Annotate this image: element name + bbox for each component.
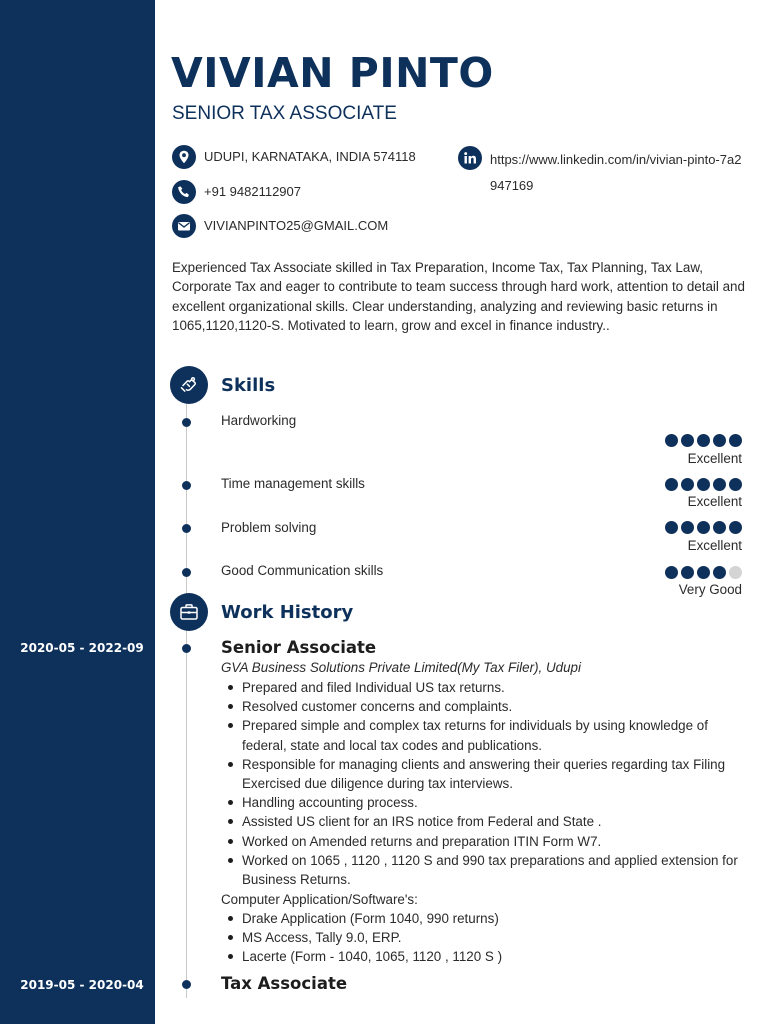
timeline-dot (182, 568, 191, 577)
rating-dot-empty (729, 566, 742, 579)
timeline-dot (182, 644, 191, 653)
job-role: Tax Associate (221, 974, 348, 993)
job-dates: 2020-05 - 2022-09 (20, 641, 144, 655)
professional-summary: Experienced Tax Associate skilled in Tax Preparation, Income Tax, Tax Planning, Tax Law, Corporate Tax and eager to contribute to team success through hard work, attention to detail and excellent organizational skills. Clear understanding, analyzing and reviewing basic returns in 1065,1120,1120-S. Motivated to learn, grow and excel in finance industry.. (172, 260, 745, 333)
rating-dot-filled (697, 434, 710, 447)
email-link[interactable]: VIVIANPINTO25@GMAIL.COM (204, 218, 389, 233)
job-title: SENIOR TAX ASSOCIATE (172, 103, 397, 124)
rating-dot-filled (681, 434, 694, 447)
rating-dot-filled (681, 521, 694, 534)
timeline-dot (182, 418, 191, 427)
rating-dot-filled (697, 521, 710, 534)
envelope-icon (172, 214, 196, 238)
skill-rating (665, 521, 742, 534)
rating-dot-filled (729, 434, 742, 447)
contact-phone (172, 180, 301, 204)
phone-text: +91 9482112907 (204, 184, 301, 199)
job-role: Senior Associate (221, 638, 377, 657)
address-text: UDUPI, KARNATAKA, INDIA 574118 (204, 149, 416, 164)
job-company: GVA Business Solutions Private Limited(My Tax Filer), Udupi (221, 660, 581, 675)
list-item: Resolved customer concerns and complaints. (221, 697, 751, 716)
rating-dot-filled (697, 566, 710, 579)
rating-dot-filled (713, 566, 726, 579)
list-item: Prepared simple and complex tax returns for individuals by using knowledge of federal, state and local tax codes and publications. (221, 716, 751, 754)
skill-name: Problem solving (221, 520, 317, 535)
rating-dot-filled (665, 434, 678, 447)
software-list (221, 909, 751, 967)
rating-dot-filled (713, 478, 726, 491)
skill-rating-label: Very Good (678, 582, 742, 597)
linkedin-link[interactable]: https://www.linkedin.com/in/vivian-pinto-7a2947169 (490, 152, 742, 193)
list-item: Lacerte (Form - 1040, 1065, 1120 , 1120 S ) (221, 947, 751, 966)
rating-dot-filled (681, 478, 694, 491)
rating-dot-filled (697, 478, 710, 491)
list-item: Worked on Amended returns and preparation ITIN Form W7. (221, 832, 751, 851)
skills-heading: Skills (221, 375, 276, 396)
list-item: MS Access, Tally 9.0, ERP. (221, 928, 751, 947)
skill-name: Good Communication skills (221, 563, 384, 578)
rating-dot-filled (729, 478, 742, 491)
software-heading: Computer Application/Software's: (221, 892, 418, 907)
rating-dot-filled (665, 478, 678, 491)
rating-dot-filled (729, 521, 742, 534)
list-item: Responsible for managing clients and answering their queries regarding tax Filing Exercised due diligence during tax interviews. (221, 755, 751, 793)
location-pin-icon (172, 145, 196, 169)
skill-name: Time management skills (221, 476, 365, 491)
job-responsibilities (221, 678, 751, 889)
rating-dot-filled (665, 566, 678, 579)
rating-dot-filled (713, 521, 726, 534)
briefcase-icon (170, 593, 208, 631)
list-item: Prepared and filed Individual US tax returns. (221, 678, 751, 697)
list-item: Drake Application (Form 1040, 990 returns) (221, 909, 751, 928)
candidate-name: VIVIAN PINTO (171, 49, 494, 97)
sidebar (0, 0, 155, 1024)
contact-address (172, 145, 416, 169)
list-item: Worked on 1065 , 1120 , 1120 S and 990 tax preparations and applied extension for Business Returns. (221, 851, 751, 889)
rating-dot-filled (665, 521, 678, 534)
timeline-dot (182, 980, 191, 989)
contact-email[interactable] (172, 214, 388, 238)
phone-icon (172, 180, 196, 204)
list-item: Handling accounting process. (221, 793, 751, 812)
timeline-dot (182, 524, 191, 533)
skill-rating-label: Excellent (687, 538, 742, 553)
work-history-heading: Work History (221, 602, 354, 623)
list-item: Assisted US client for an IRS notice from Federal and State . (221, 812, 751, 831)
rating-dot-filled (713, 434, 726, 447)
linkedin-icon (458, 146, 482, 170)
rating-dot-filled (681, 566, 694, 579)
job-dates: 2019-05 - 2020-04 (20, 978, 144, 992)
puzzle-hand-icon (170, 366, 208, 404)
skill-rating (665, 478, 742, 491)
skill-rating-label: Excellent (687, 494, 742, 509)
skill-rating-label: Excellent (687, 451, 742, 466)
skill-rating (665, 434, 742, 447)
timeline-dot (182, 481, 191, 490)
skill-name: Hardworking (221, 413, 297, 428)
skill-rating (665, 566, 742, 579)
